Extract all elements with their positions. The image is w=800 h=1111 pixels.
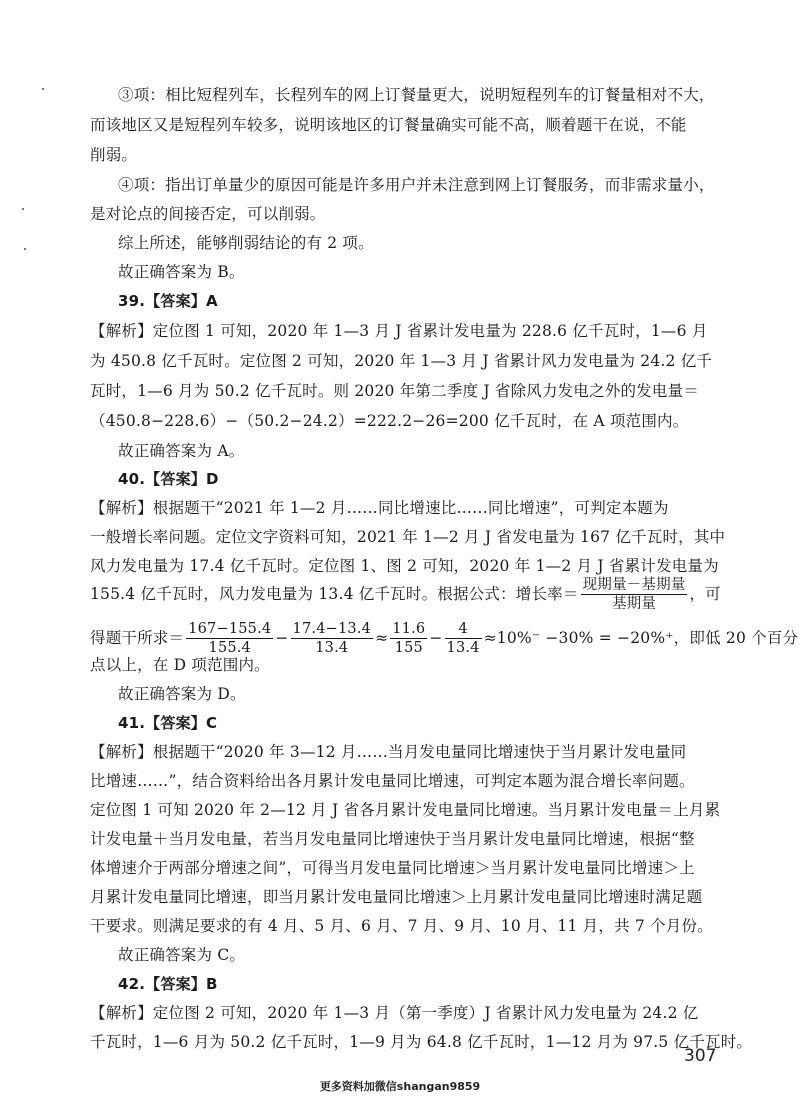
analysis-line: 干要求。则满足要求的有 4 月、5 月、6 月、7 月、9 月、10 月、11 月，共 7 个月份。 [90,917,713,935]
text-line: 而该地区又是短程列车较多，说明该地区的订餐量确实可能不高，顺着题干在说，不能 [90,116,687,134]
answer-heading-42: 42.【答案】B [118,975,218,993]
text-line: 故正确答案为 B。 [118,263,245,281]
analysis-line: 点以上，在 D 项范围内。 [90,656,270,674]
analysis-line: 为 450.8 亿千瓦时。定位图 2 可知，2020 年 1—3 月 J 省累计风力发电量为 24.2 亿千 [90,352,713,370]
text-line: 是对论点的间接否定，可以削弱。 [90,205,326,223]
scan-speck [22,208,24,210]
analysis-line: 【解析】根据题干“2020 年 3—12 月……当月发电量同比增速快于当月累计发电量同 [90,743,687,761]
analysis-line: 风力发电量为 17.4 亿千瓦时。定位图 1、图 2 可知，2020 年 1—2 月 J 省累计发电量为 [90,557,719,575]
analysis-line: 定位图 1 可知 2020 年 2—12 月 J 省各月累计发电量同比增速。当月累计发电量＝上月累 [90,801,721,819]
growth-rate-formula-line: 155.4 亿千瓦时，风力发电量为 13.4 亿千瓦时。根据公式：增长率＝ $\frac{\text{现期量－基期量}}{\text{基期量}}$ ，可 [90,576,721,612]
analysis-line: 计发电量＋当月发电量，若当月发电量同比增速快于当月累计发电量同比增速，根据“整 [90,830,695,848]
text-line: 削弱。 [90,146,138,164]
answer-conclusion: 故正确答案为 A。 [118,442,245,460]
answer-conclusion: 故正确答案为 D。 [118,685,246,703]
analysis-line: 【解析】定位图 2 可知，2020 年 1—3 月（第一季度）J 省累计风力发电量为 24.2 亿 [90,1004,699,1022]
fraction: $\frac{17.4-13.4}{13.4}$ [292,620,372,656]
footer-note: 更多资料加微信shangan9859 [319,1080,481,1093]
text-line: ③项：相比短程列车，长程列车的网上订餐量更大，说明短程列车的订餐量相对不大， [118,86,715,104]
analysis-line: 【解析】根据题干“2021 年 1—2 月……同比增速比……同比增速”，可判定本题为 [90,499,669,517]
page-number: 307 [684,1046,717,1066]
calculation-formula-line: 得题干所求＝ $\frac{167-155.4}{155.4}$ − $\frac{17.4-13.4}{13.4}$ ≈ $\frac{11.6}{155}$ − $\frac{4}{13.4}$ ≈10%⁻ −30% = −20%⁺，即低 20 个百分 [90,620,799,656]
scan-speck [24,248,26,250]
analysis-line: 瓦时，1—6 月为 50.2 亿千瓦时。则 2020 年第二季度 J 省除风力发电之外的发电量＝ [90,382,699,400]
text-line: ④项：指出订单量少的原因可能是许多用户并未注意到网上订餐服务，而非需求量小， [118,176,715,194]
analysis-line: 体增速介于两部分增速之间”，可得当月发电量同比增速＞当月累计发电量同比增速＞上 [90,859,695,877]
analysis-line: （450.8−228.6）−（50.2−24.2）=222.2−26=200 亿千瓦时，在 A 项范围内。 [90,412,689,430]
scan-speck [42,88,44,90]
text-line: 综上所述，能够削弱结论的有 2 项。 [118,234,374,252]
analysis-line: 一般增长率问题。定位文字资料可知，2021 年 1—2 月 J 省发电量为 167 亿千瓦时，其中 [90,528,726,546]
answer-heading-39: 39.【答案】A [118,292,218,310]
growth-rate-fraction: $\frac{\text{现期量－基期量}}{\text{基期量}}$ [582,576,686,612]
answer-heading-41: 41.【答案】C [118,714,218,732]
analysis-line: 【解析】定位图 1 可知，2020 年 1—3 月 J 省累计发电量为 228.6 亿千瓦时，1—6 月 [90,322,708,340]
fraction: $\frac{167-155.4}{155.4}$ [188,620,272,656]
fraction: $\frac{11.6}{155}$ [392,620,426,656]
analysis-line: 千瓦时，1—6 月为 50.2 亿千瓦时，1—9 月为 64.8 亿千瓦时，1—12 月为 97.5 亿千瓦时。 [90,1033,753,1051]
answer-conclusion: 故正确答案为 C。 [118,946,246,964]
fraction: $\frac{4}{13.4}$ [446,620,480,656]
answer-heading-40: 40.【答案】D [118,470,219,488]
analysis-line: 月累计发电量同比增速，即当月累计发电量同比增速＞上月累计发电量同比增速时满足题 [90,888,703,906]
analysis-line: 比增速……”，结合资料给出各月累计发电量同比增速，可判定本题为混合增长率问题。 [90,772,695,790]
